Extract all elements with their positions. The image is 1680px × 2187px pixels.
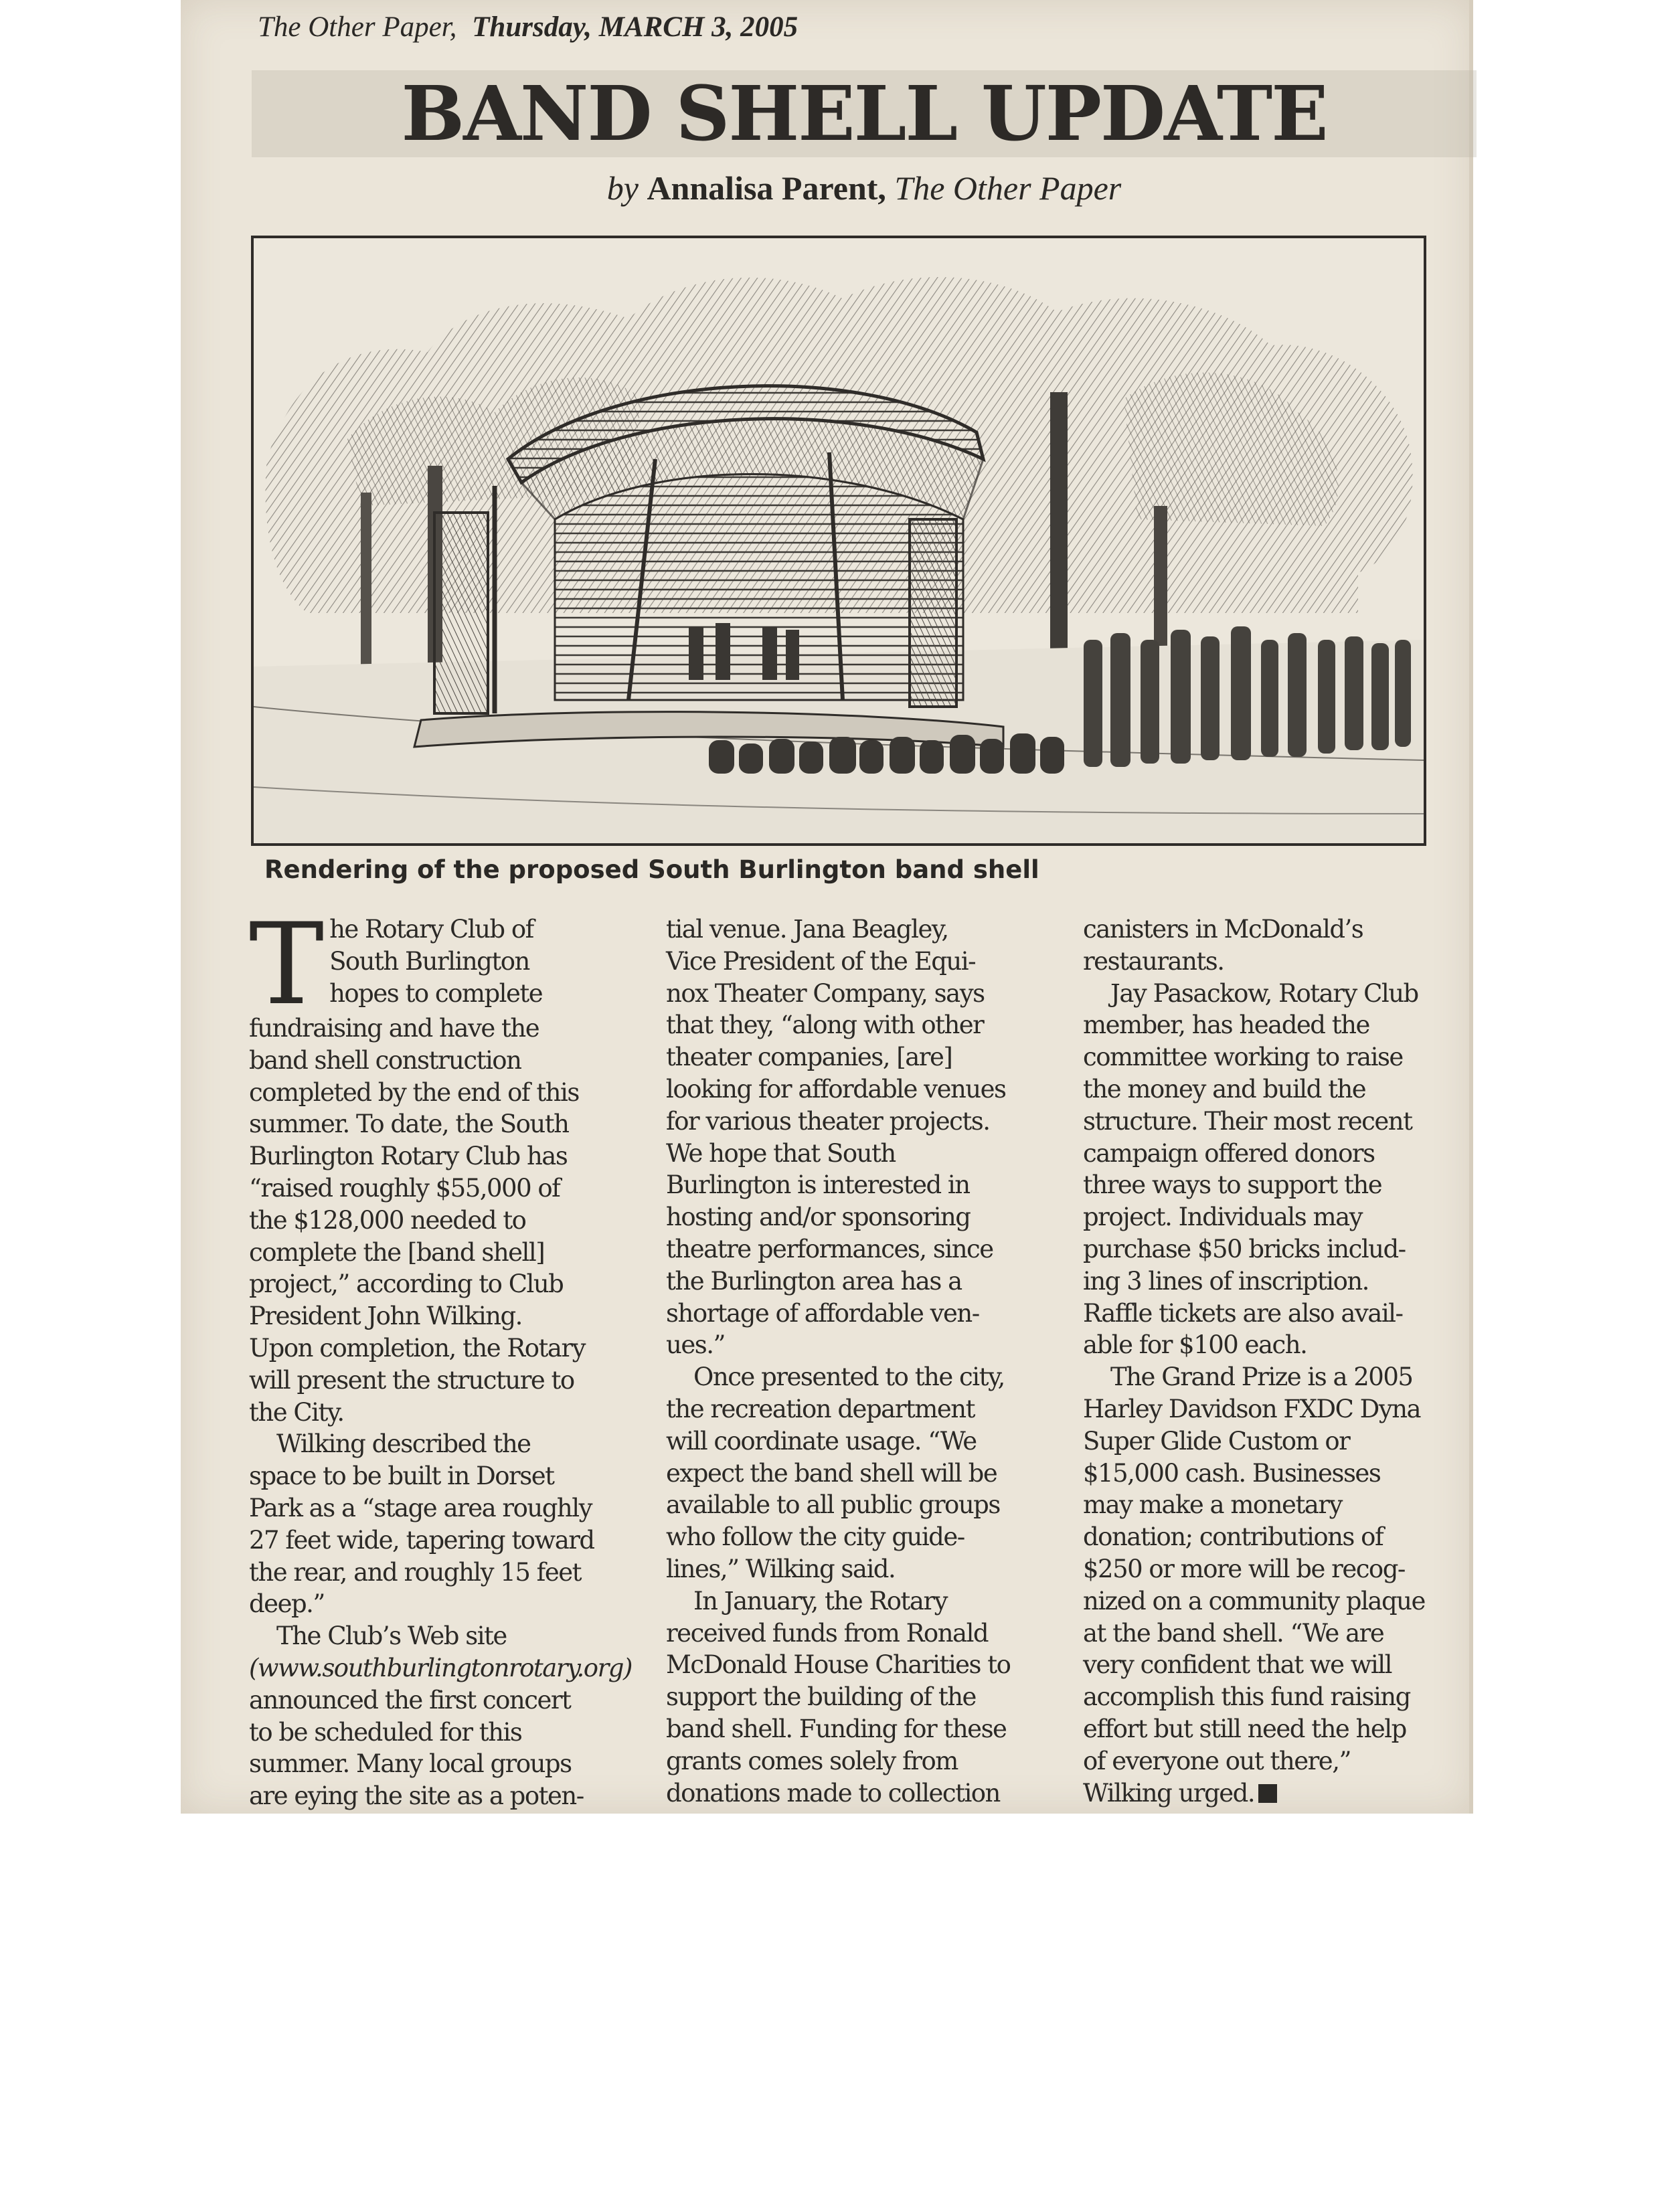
text-line: South Burlington (329, 946, 529, 976)
text-line: at the band shell. “We are (1083, 1618, 1384, 1648)
text-line: the Burlington area has a (666, 1266, 962, 1296)
text-line: The Grand Prize is a 2005 (1083, 1363, 1413, 1392)
stage-wall (555, 474, 963, 701)
article-column-2 (666, 913, 1054, 1809)
text-line: effort but still need the help (1083, 1714, 1406, 1743)
text-line: able for $100 each. (1083, 1330, 1307, 1360)
text-line: canisters in McDonald’s (1083, 915, 1363, 944)
text-line: looking for affordable venues (666, 1074, 1006, 1104)
text-line: Upon completion, the Rotary (249, 1333, 586, 1363)
text-line: campaign offered donors (1083, 1138, 1375, 1168)
sketch-illustration (254, 238, 1424, 843)
byline-publication: The Other Paper (894, 169, 1122, 207)
stone-pier-right (910, 519, 956, 707)
text-line: the money and build the (1083, 1074, 1366, 1104)
text-line: are eying the site as a poten- (249, 1781, 584, 1811)
text-line: may make a monetary (1083, 1490, 1342, 1520)
text-line: summer. To date, the South (249, 1110, 569, 1139)
text-line: Vice President of the Equi- (666, 946, 976, 976)
text-line: Burlington is interested in (666, 1170, 970, 1200)
text-line: expect the band shell will be (666, 1458, 997, 1488)
text-line: McDonald House Charities to (666, 1650, 1011, 1680)
text-line: “raised roughly $55,000 of (249, 1173, 560, 1203)
text-line: $250 or more will be recog- (1083, 1554, 1405, 1583)
text-line: project. Individuals may (1083, 1203, 1363, 1232)
text-line: theatre performances, since (666, 1234, 993, 1263)
text-line: the City. (249, 1397, 344, 1427)
text-line: the recreation department (666, 1394, 975, 1423)
text-line: to be scheduled for this (249, 1717, 522, 1747)
closing-text: Wilking urged. (1083, 1778, 1255, 1808)
text-line: In January, the Rotary (666, 1586, 948, 1615)
text-line: three ways to support the (1083, 1170, 1382, 1200)
article-column-1 (249, 899, 637, 1812)
publication-name: The Other Paper, (258, 11, 457, 43)
text-line: support the building of the (666, 1682, 976, 1712)
text-line: that they, “along with other (666, 1011, 984, 1040)
text-line: ues.” (666, 1330, 725, 1360)
text-line: he Rotary Club of (329, 915, 533, 944)
text-line: band shell construction (249, 1045, 521, 1075)
text-line: complete the [band shell] (249, 1237, 545, 1267)
text-line: who follow the city guide- (666, 1522, 964, 1552)
text-line: The Club’s Web site (249, 1622, 507, 1651)
text-line: announced the first concert (249, 1685, 571, 1715)
text-line: Once presented to the city, (666, 1363, 1005, 1392)
dateline (258, 11, 798, 43)
text-line: Super Glide Custom or (1083, 1426, 1350, 1456)
byline (252, 169, 1477, 207)
text-line: will present the structure to (249, 1365, 574, 1395)
text-line: completed by the end of this (249, 1077, 579, 1107)
text-line: $15,000 cash. Businesses (1083, 1458, 1381, 1488)
text-line: Park as a “stage area roughly (249, 1493, 592, 1522)
text-line: committee working to raise (1083, 1043, 1403, 1072)
text-line: grants comes solely from (666, 1746, 958, 1775)
headline: BAND SHELL UPDATE (401, 70, 1327, 158)
text-line: the $128,000 needed to (249, 1205, 526, 1235)
text-line: 27 feet wide, tapering toward (249, 1525, 594, 1555)
text-line: nox Theater Company, says (666, 978, 985, 1008)
text-line: Burlington Rotary Club has (249, 1142, 568, 1171)
text-line: President John Wilking. (249, 1302, 522, 1331)
text-line: donations made to collection (666, 1778, 1000, 1808)
text-line: fundraising and have the (249, 1014, 539, 1043)
text-line: hosting and/or sponsoring (666, 1203, 971, 1232)
text-line: purchase $50 bricks includ- (1083, 1234, 1406, 1263)
image-caption: Rendering of the proposed South Burlington band shell (264, 855, 1039, 884)
drop-cap: T (249, 899, 325, 1030)
text-line: project,” according to Club (249, 1270, 564, 1299)
text-line: available to all public groups (666, 1490, 1000, 1520)
text-line: shortage of affordable ven- (666, 1298, 979, 1328)
text-line: deep.” (249, 1589, 325, 1619)
end-mark-icon (1258, 1784, 1277, 1803)
text-line: will coordinate usage. “We (666, 1426, 977, 1456)
text-line: Jay Pasackow, Rotary Club (1083, 978, 1418, 1008)
text-line: summer. Many local groups (249, 1749, 572, 1779)
text-line: received funds from Ronald (666, 1618, 989, 1648)
text-line: tial venue. Jana Beagley, (666, 915, 948, 944)
text-line: nized on a community plaque (1083, 1586, 1425, 1615)
text-line: the rear, and roughly 15 feet (249, 1557, 581, 1587)
text-line: Raffle tickets are also avail- (1083, 1298, 1403, 1328)
text-line: restaurants. (1083, 946, 1224, 976)
byline-author: Annalisa Parent, (647, 169, 886, 207)
text-line: member, has headed the (1083, 1011, 1369, 1040)
website-link[interactable]: (www.southburlingtonrotary.org) (249, 1653, 632, 1682)
text-line: band shell. Funding for these (666, 1714, 1007, 1743)
text-line: hopes to complete (329, 978, 543, 1008)
text-line: ing 3 lines of inscription. (1083, 1266, 1369, 1296)
text-line: donation; contributions of (1083, 1522, 1383, 1552)
text-line: Harley Davidson FXDC Dyna (1083, 1394, 1421, 1423)
byline-by: by (606, 169, 639, 207)
text-line: lines,” Wilking said. (666, 1554, 896, 1583)
text-line: space to be built in Dorset (249, 1462, 554, 1491)
text-line: We hope that South (666, 1138, 896, 1168)
text-line: of everyone out there,” (1083, 1746, 1351, 1775)
article-column-3 (1083, 913, 1471, 1809)
text-line: theater companies, [are] (666, 1043, 952, 1072)
band-shell-rendering (251, 236, 1426, 846)
stone-pier-left (434, 513, 488, 713)
text-line: Wilking described the (249, 1429, 531, 1459)
text-line: structure. Their most recent (1083, 1106, 1412, 1136)
text-line: for various theater projects. (666, 1106, 990, 1136)
text-line-final (1083, 1777, 1471, 1810)
text-line: accomplish this fund raising (1083, 1682, 1410, 1712)
publication-date: Thursday, MARCH 3, 2005 (472, 11, 799, 43)
text-line: very confident that we will (1083, 1650, 1392, 1680)
